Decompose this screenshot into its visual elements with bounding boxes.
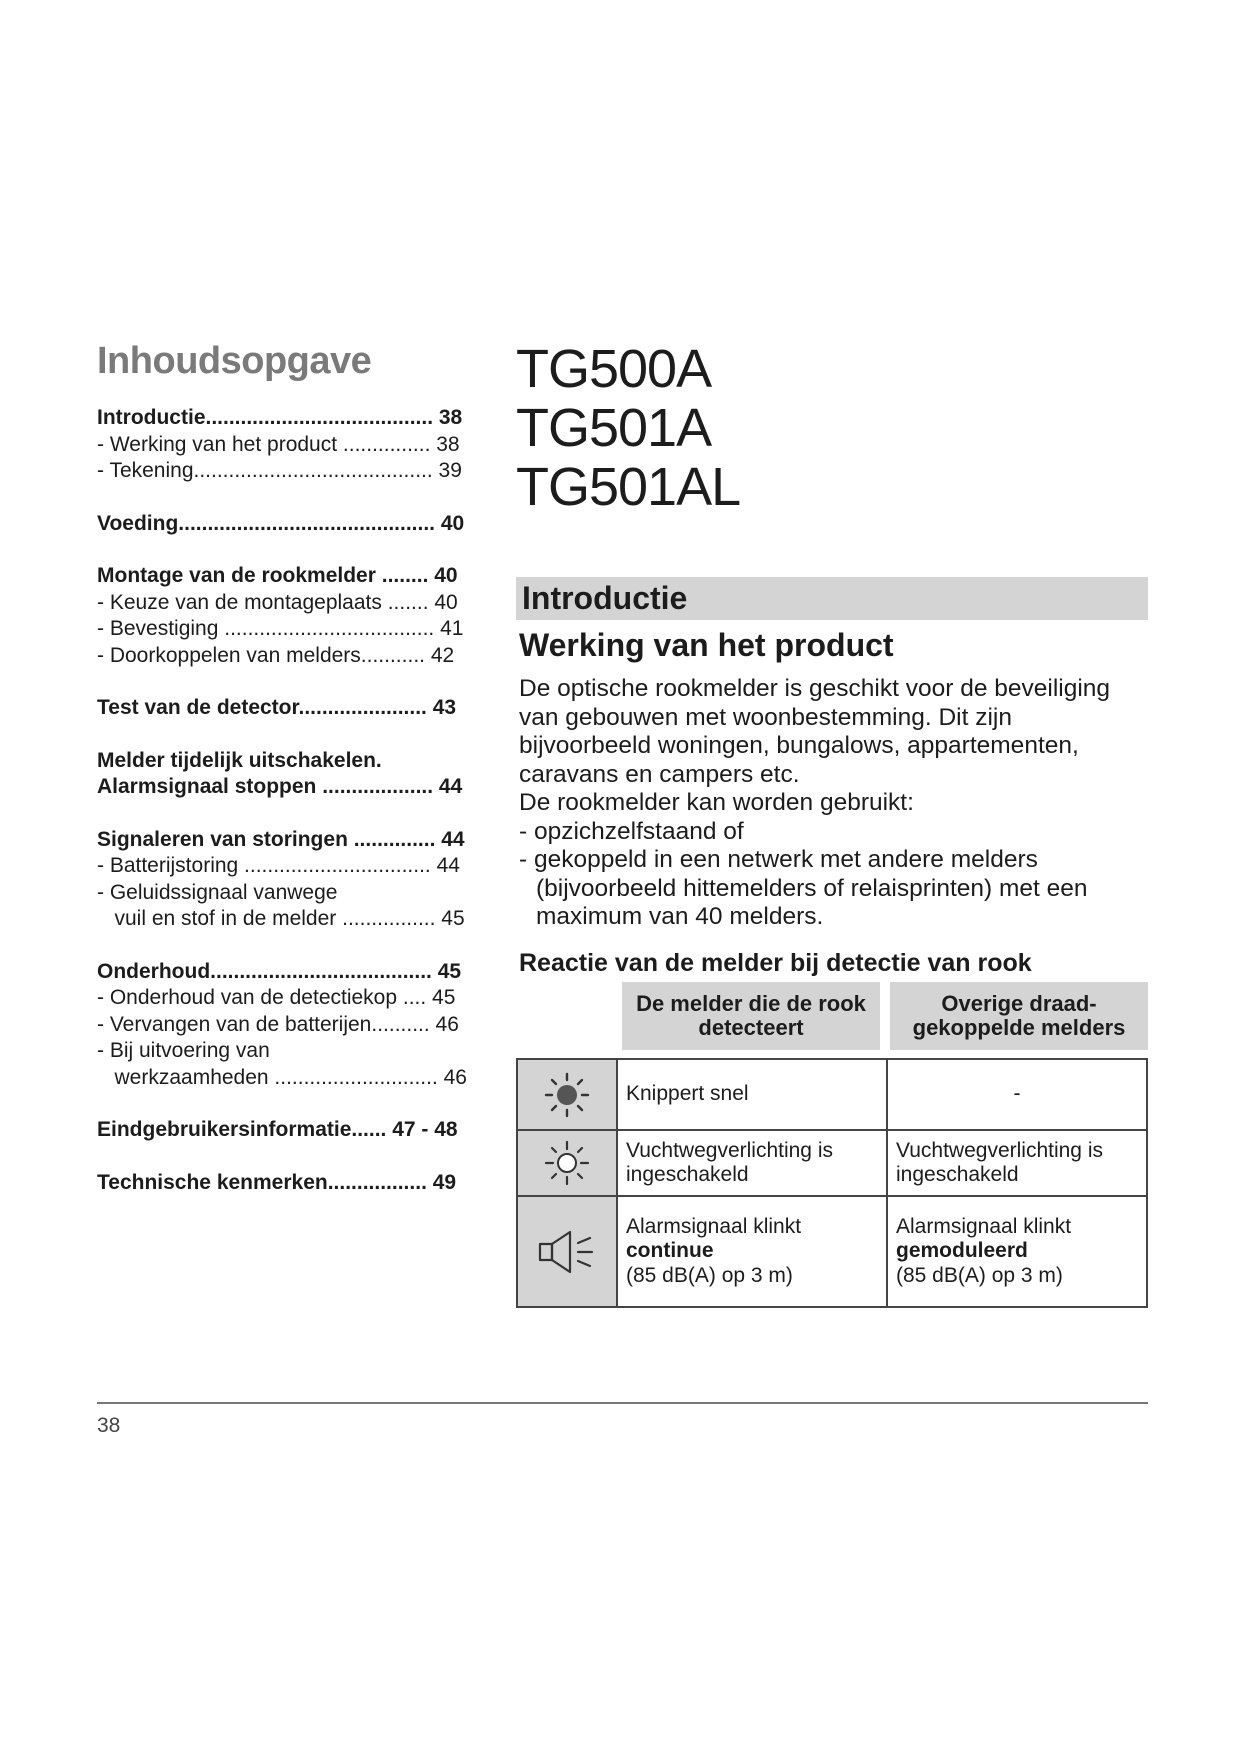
cell-text: gemoduleerd <box>896 1239 1028 1263</box>
toc-group <box>97 959 497 1092</box>
reaction-table <box>516 1058 1148 1308</box>
cell-text: Knippert snel <box>626 1082 749 1106</box>
cell-text: ingeschakeld <box>896 1163 1019 1186</box>
cell-text: - <box>1013 1082 1021 1106</box>
cell-other <box>888 1060 1146 1129</box>
cell-text: Alarmsignaal klinkt <box>626 1214 802 1238</box>
cell-other <box>888 1131 1146 1195</box>
cell-text: (85 dB(A) op 3 m) <box>896 1263 1063 1287</box>
cell-detecting <box>618 1131 888 1195</box>
toc-group <box>97 695 497 722</box>
led-flashing-icon <box>542 1070 592 1120</box>
toc-group <box>97 827 497 933</box>
cell-text: continue <box>626 1239 714 1263</box>
toc-entry: Technische kenmerken................. 49 <box>97 1170 457 1194</box>
cell-text: Alarmsignaal klinkt <box>896 1214 1072 1238</box>
cell-text: Vuchtwegverlichting is <box>626 1138 833 1162</box>
toc-subentry: - Tekening......................................... 39 <box>97 459 462 482</box>
toc-subentry: - Keuze van de montageplaats ....... 40 <box>97 590 458 614</box>
toc-subentry: - Doorkoppelen van melders........... 42 <box>97 643 455 667</box>
toc-subentry: werkzaamheden ............................ 46 <box>97 1065 467 1089</box>
bullet-item: - opzichzelfstaand of <box>519 817 744 845</box>
toc-group <box>97 511 497 538</box>
table-row <box>518 1197 1146 1306</box>
toc-title: Inhoudsopgave <box>97 340 372 382</box>
subsection-title: Werking van het product <box>519 627 894 663</box>
horn-icon <box>534 1225 600 1279</box>
toc-subentry: - Werking van het product ............... 38 <box>97 432 460 456</box>
paragraph-line: bijvoorbeeld woningen, bungalows, appartementen, <box>519 732 1079 759</box>
toc-entry: Melder tijdelijk uitschakelen. <box>97 748 382 772</box>
toc-entry: Montage van de rookmelder ........ 40 <box>97 564 458 587</box>
paragraph-line: caravans en campers etc. <box>519 760 800 788</box>
toc-entry: Introductie....................................... 38 <box>97 406 463 429</box>
table-of-contents <box>97 340 497 1222</box>
main-content <box>519 625 1159 978</box>
section-title: Introductie <box>522 580 688 616</box>
toc-subentry: - Geluidssignaal vanwege <box>97 880 338 904</box>
toc-entry: Eindgebruikersinformatie...... 47 - 48 <box>97 1118 458 1141</box>
intro-paragraph <box>519 675 1159 818</box>
cell-text: ingeschakeld <box>626 1163 749 1186</box>
cell-detecting <box>618 1197 888 1306</box>
cell-text: (85 dB(A) op 3 m) <box>626 1263 793 1287</box>
led-light-icon <box>542 1138 592 1188</box>
footer-divider <box>97 1402 1148 1404</box>
model-names <box>516 340 740 517</box>
bullet-item: - gekoppeld in een netwerk met andere melders (bijvoorbeeld hittemelders of relaisprinten) met een maximum van 40 melders. <box>519 846 1088 930</box>
toc-subentry: - Bevestiging .................................... 41 <box>97 617 464 640</box>
model-name: TG500A <box>516 339 712 399</box>
toc-entry: Test van de detector...................... 43 <box>97 696 457 719</box>
toc-group <box>97 1117 497 1144</box>
table-header-detecting: De melder die de rook detecteert <box>622 982 880 1050</box>
toc-entry: Alarmsignaal stoppen ................... 44 <box>97 775 463 798</box>
table-header-other: Overige draad-gekoppelde melders <box>890 982 1148 1050</box>
toc-subentry: vuil en stof in de melder ................ 45 <box>97 907 465 930</box>
table-row <box>518 1131 1146 1197</box>
paragraph-line: De rookmelder kan worden gebruikt: <box>519 789 914 816</box>
toc-subentry: - Bij uitvoering van <box>97 1039 270 1062</box>
toc-subentry: - Batterijstoring ................................ 44 <box>97 854 460 877</box>
toc-subentry: - Onderhoud van de detectiekop .... 45 <box>97 986 456 1009</box>
section-header-bar <box>516 577 1148 620</box>
icon-cell <box>518 1060 618 1129</box>
model-name: TG501AL <box>516 457 741 517</box>
toc-group <box>97 563 497 669</box>
toc-group <box>97 405 497 485</box>
toc-group <box>97 1170 497 1197</box>
cell-text: Vuchtwegverlichting is <box>896 1138 1103 1162</box>
icon-cell <box>518 1197 618 1306</box>
model-name: TG501A <box>516 398 712 458</box>
paragraph-line: van gebouwen met woonbestemming. Dit zijn <box>519 703 1012 731</box>
table-row <box>518 1060 1146 1131</box>
bullet-list <box>519 818 1159 932</box>
toc-entry: Onderhoud...................................... 45 <box>97 959 462 983</box>
cell-other <box>888 1197 1146 1306</box>
toc-groups <box>97 405 497 1196</box>
toc-entry: Voeding............................................ 40 <box>97 511 465 535</box>
toc-entry: Signaleren van storingen .............. 44 <box>97 827 465 851</box>
toc-subentry: - Vervangen van de batterijen.......... 46 <box>97 1012 459 1036</box>
page-number: 38 <box>97 1414 121 1437</box>
toc-group <box>97 748 497 801</box>
cell-detecting <box>618 1060 888 1129</box>
paragraph-line: De optische rookmelder is geschikt voor de beveiliging <box>519 675 1111 702</box>
icon-cell <box>518 1131 618 1195</box>
reaction-title: Reactie van de melder bij detectie van rook <box>519 948 1032 977</box>
